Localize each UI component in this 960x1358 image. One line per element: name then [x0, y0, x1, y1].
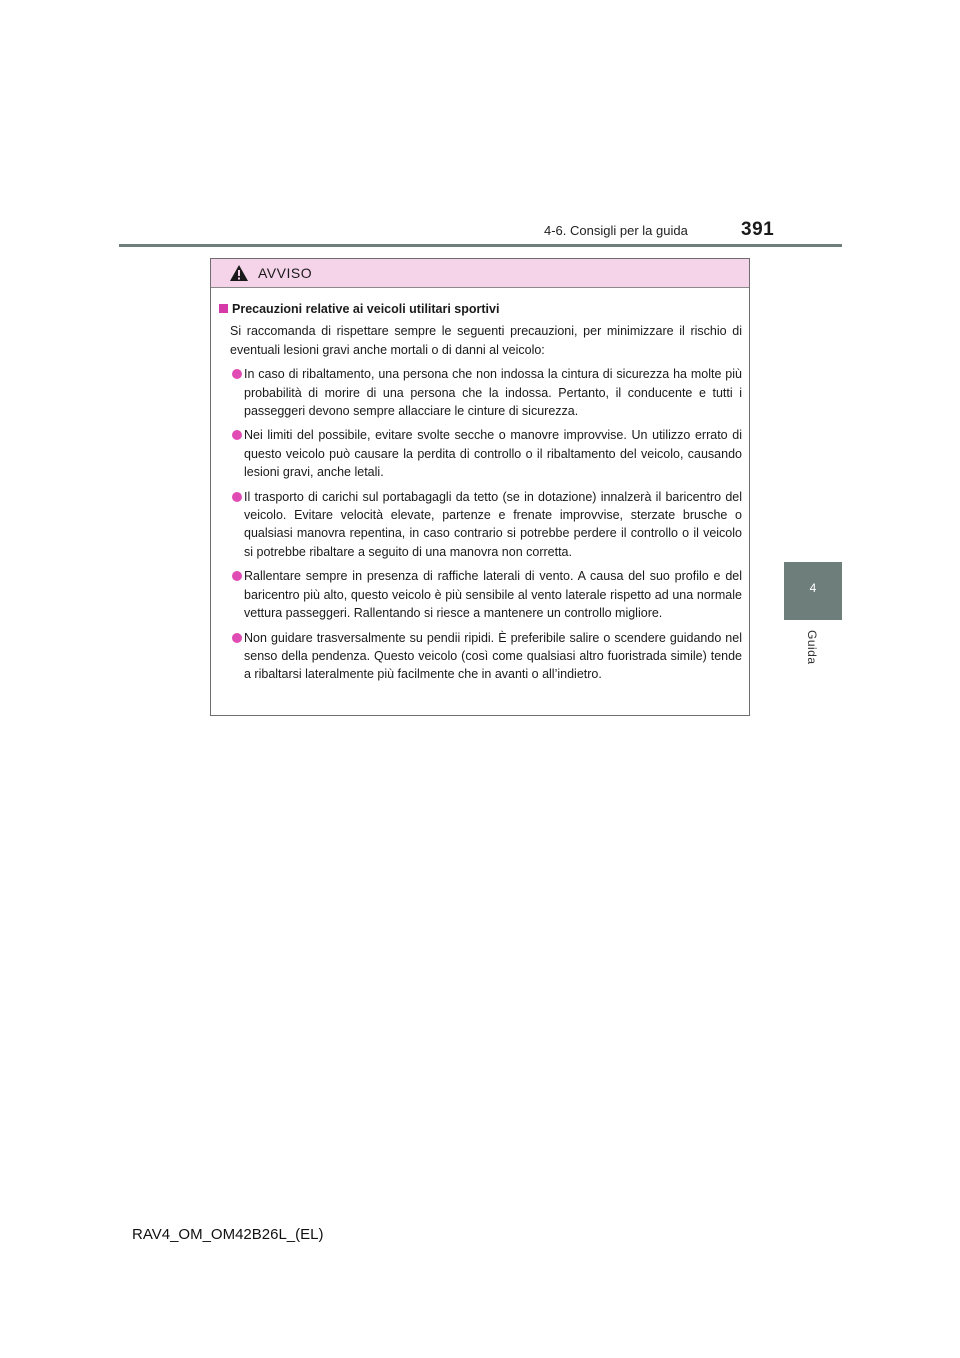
- list-item: In caso di ribaltamento, una persona che non indossa la cintura di sicurezza ha molte più probabilità di morire di una persona che la indossa. Pertanto, il conducente e tutti i passeggeri devono sempre allacciare le cinture di sicurezza.: [219, 365, 742, 420]
- document-code: RAV4_OM_OM42B26L_(EL): [132, 1226, 324, 1243]
- chapter-tab[interactable]: [784, 562, 842, 620]
- section-title: 4-6. Consigli per la guida: [544, 223, 688, 238]
- bullet-dot-icon: [232, 369, 242, 379]
- header-divider: [119, 244, 842, 247]
- warning-list: [219, 365, 742, 684]
- warning-intro: Si raccomanda di rispettare sempre le seguenti precauzioni, per minimizzare il rischio di eventuali lesioni gravi anche mortali o di danni al veicolo:: [230, 324, 742, 357]
- warning-heading-text: Precauzioni relative ai veicoli utilitari sportivi: [232, 302, 500, 316]
- list-item: Rallentare sempre in presenza di raffiche laterali di vento. A causa del suo profilo e del baricentro più alto, questo veicolo è più sensibile al vento laterale rispetto ad una normale vettura passeggeri. Rallentando si riesce a mantenere un controllo migliore.: [219, 567, 742, 622]
- warning-header: [211, 259, 749, 288]
- chapter-label: Guida: [805, 630, 819, 665]
- warning-box: [210, 258, 750, 716]
- square-bullet-icon: [219, 304, 228, 313]
- list-item: Il trasporto di carichi sul portabagagli da tetto (se in dotazione) innalzerà il baricentro del veicolo. Evitare velocità elevate, partenze e frenate improvvise, sterzate brusche o qualsiasi manovra repentina, in caso contrario si potrebbe perdere il controllo o il veicolo si potrebbe ribaltare a seguito di una manovra non corretta.: [219, 488, 742, 562]
- bullet-dot-icon: [232, 492, 242, 502]
- list-item: Nei limiti del possibile, evitare svolte secche o manovre improvvise. Un utilizzo errato di questo veicolo può causare la perdita di controllo o il ribaltamento del veicolo, causando lesioni gravi, anche letali.: [219, 426, 742, 481]
- bullet-dot-icon: [232, 430, 242, 440]
- bullet-dot-icon: [232, 633, 242, 643]
- bullet-dot-icon: [232, 571, 242, 581]
- list-item: Non guidare trasversalmente su pendii ripidi. È preferibile salire o scendere guidando nel senso della pendenza. Questo veicolo (così come qualsiasi altro fuoristrada simile) tende a ribaltarsi lateralmente più facilmente che in avanti o all’indietro.: [219, 629, 742, 684]
- warning-heading: [219, 300, 742, 318]
- chapter-number: 4: [809, 581, 817, 595]
- page-number: 391: [741, 219, 775, 240]
- warning-body: [211, 288, 749, 684]
- warning-triangle-icon: [229, 264, 249, 282]
- warning-title: AVVISO: [258, 265, 313, 281]
